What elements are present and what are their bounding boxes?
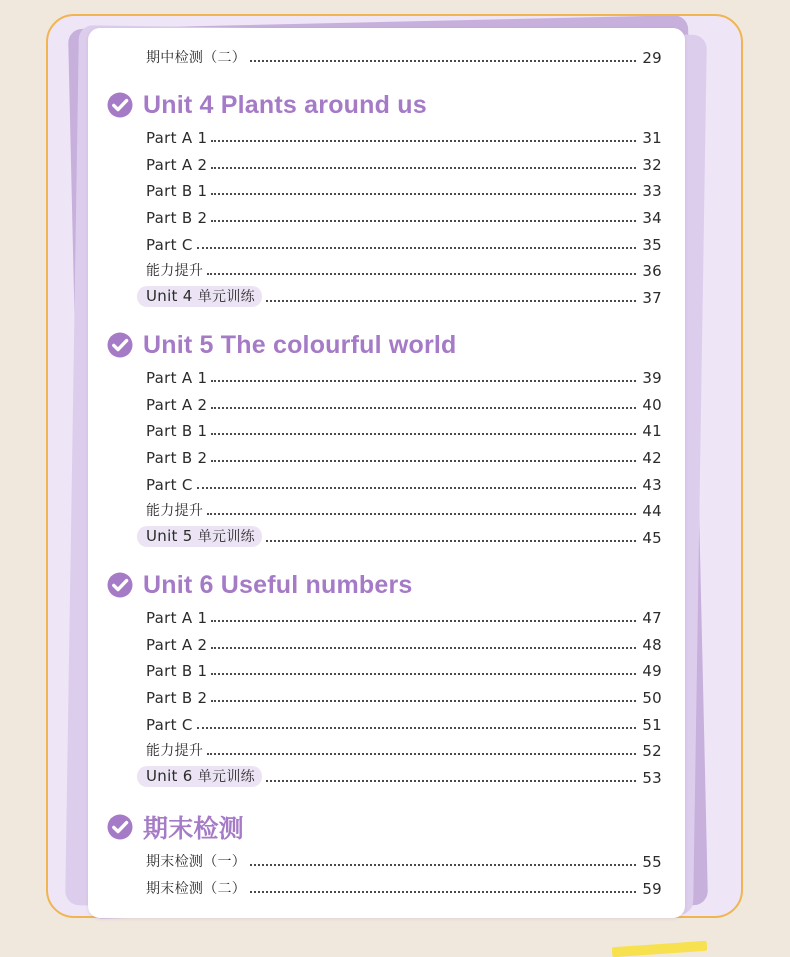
final-exam-heading [107,812,244,842]
toc-entry-page: 51 [642,716,662,734]
toc-entry[interactable] [146,851,662,871]
toc-entry[interactable] [146,687,662,707]
toc-entry[interactable] [146,207,662,227]
review-label: 单元训练 [197,289,255,305]
dot-leader [250,60,636,62]
toc-entry[interactable] [146,367,662,387]
unit-title: 期末检测 [143,815,244,843]
toc-entry-page: 35 [642,236,662,254]
unit-6-heading [107,570,413,600]
toc-entry[interactable] [146,878,662,898]
toc-entry-page: 39 [642,369,662,387]
toc-entry-label: Part B 1 [146,422,208,440]
toc-entry-unit-review[interactable] [146,287,662,307]
toc-entry-page: 48 [642,636,662,654]
toc-entry-page: 31 [642,129,662,147]
toc-entry-label: Part C [146,716,193,734]
check-circle-icon [107,814,133,840]
toc-entry-page: 59 [642,880,662,898]
dot-leader [266,540,636,542]
toc-entry-midterm-2[interactable] [146,47,662,67]
toc-entry[interactable] [146,180,662,200]
toc-entry-label: Part C [146,476,193,494]
toc-entry-page: 43 [642,476,662,494]
dot-leader [207,753,636,755]
toc-entry-page: 44 [642,502,662,520]
dot-leader [211,167,636,169]
unit-review-pill [137,766,262,787]
unit-4-heading [107,90,427,120]
toc-entry[interactable] [146,500,662,520]
dot-leader [211,700,636,702]
toc-entry-label: 期中检测（二） [146,50,247,66]
toc-entry-page: 29 [642,49,662,67]
dot-leader [211,380,636,382]
dot-leader [211,460,636,462]
check-circle-icon [107,332,133,358]
dot-leader [266,300,636,302]
dot-leader [250,891,636,893]
toc-entry-page: 52 [642,742,662,760]
toc-entry-label: 期末检测（二） [146,881,247,897]
review-unit: Unit 4 [146,287,193,305]
toc-entry-label: Part B 2 [146,209,208,227]
toc-entry-label: Part A 2 [146,396,208,414]
unit-review-pill [137,286,262,307]
dot-leader [207,273,636,275]
check-circle-icon [107,92,133,118]
toc-entry-label: Part C [146,236,193,254]
dot-leader [266,780,636,782]
dot-leader [207,513,636,515]
dot-leader [211,193,636,195]
toc-entry-label: 能力提升 [146,503,204,519]
toc-entry-page: 33 [642,182,662,200]
unit-title: Unit 4 Plants around us [143,90,427,119]
toc-entry[interactable] [146,260,662,280]
toc-entry-page: 45 [642,529,662,547]
toc-entry[interactable] [146,607,662,627]
toc-entry[interactable] [146,420,662,440]
toc-entry-page: 41 [642,422,662,440]
toc-entry-unit-review[interactable] [146,767,662,787]
dot-leader [197,727,637,729]
dot-leader [211,220,636,222]
toc-entry-page: 36 [642,262,662,280]
toc-entry-label: Part B 1 [146,662,208,680]
review-label: 单元训练 [197,529,255,545]
toc-entry-label: Part A 1 [146,129,208,147]
review-unit: Unit 6 [146,767,193,785]
toc-entry-label: Part A 1 [146,609,208,627]
review-unit: Unit 5 [146,527,193,545]
unit-review-pill [137,526,262,547]
toc-entry-page: 40 [642,396,662,414]
toc-entry[interactable] [146,634,662,654]
toc-entry-page: 47 [642,609,662,627]
toc-entry-page: 34 [642,209,662,227]
toc-entry-page: 55 [642,853,662,871]
toc-entry-label: Part B 2 [146,689,208,707]
toc-entry-label: Part A 2 [146,636,208,654]
dot-leader [250,864,636,866]
dot-leader [211,407,636,409]
corner-tab [612,941,707,957]
review-label: 单元训练 [197,769,255,785]
dot-leader [211,647,636,649]
toc-entry[interactable] [146,474,662,494]
dot-leader [211,433,636,435]
toc-entry-unit-review[interactable] [146,527,662,547]
toc-entry[interactable] [146,234,662,254]
unit-title: Unit 5 The colourful world [143,330,457,359]
toc-entry-page: 49 [642,662,662,680]
toc-entry-page: 37 [642,289,662,307]
dot-leader [197,487,637,489]
toc-entry-page: 53 [642,769,662,787]
toc-entry[interactable] [146,394,662,414]
dot-leader [211,673,636,675]
toc-entry[interactable] [146,154,662,174]
toc-entry-page: 32 [642,156,662,174]
toc-entry-label: 能力提升 [146,743,204,759]
toc-entry-label: Part B 1 [146,182,208,200]
toc-entry-label: 期末检测（一） [146,854,247,870]
unit-title: Unit 6 Useful numbers [143,570,413,599]
toc-entry-label: Part A 1 [146,369,208,387]
toc-entry-page: 42 [642,449,662,467]
toc-entry-label: Part A 2 [146,156,208,174]
toc-entry-page: 50 [642,689,662,707]
dot-leader [197,247,637,249]
dot-leader [211,140,636,142]
toc-entry-label: Part B 2 [146,449,208,467]
dot-leader [211,620,636,622]
check-circle-icon [107,572,133,598]
toc-entry[interactable] [146,660,662,680]
toc-entry[interactable] [146,447,662,467]
toc-entry[interactable] [146,714,662,734]
unit-5-heading [107,330,457,360]
toc-entry-label: 能力提升 [146,263,204,279]
toc-entry[interactable] [146,740,662,760]
toc-entry[interactable] [146,127,662,147]
